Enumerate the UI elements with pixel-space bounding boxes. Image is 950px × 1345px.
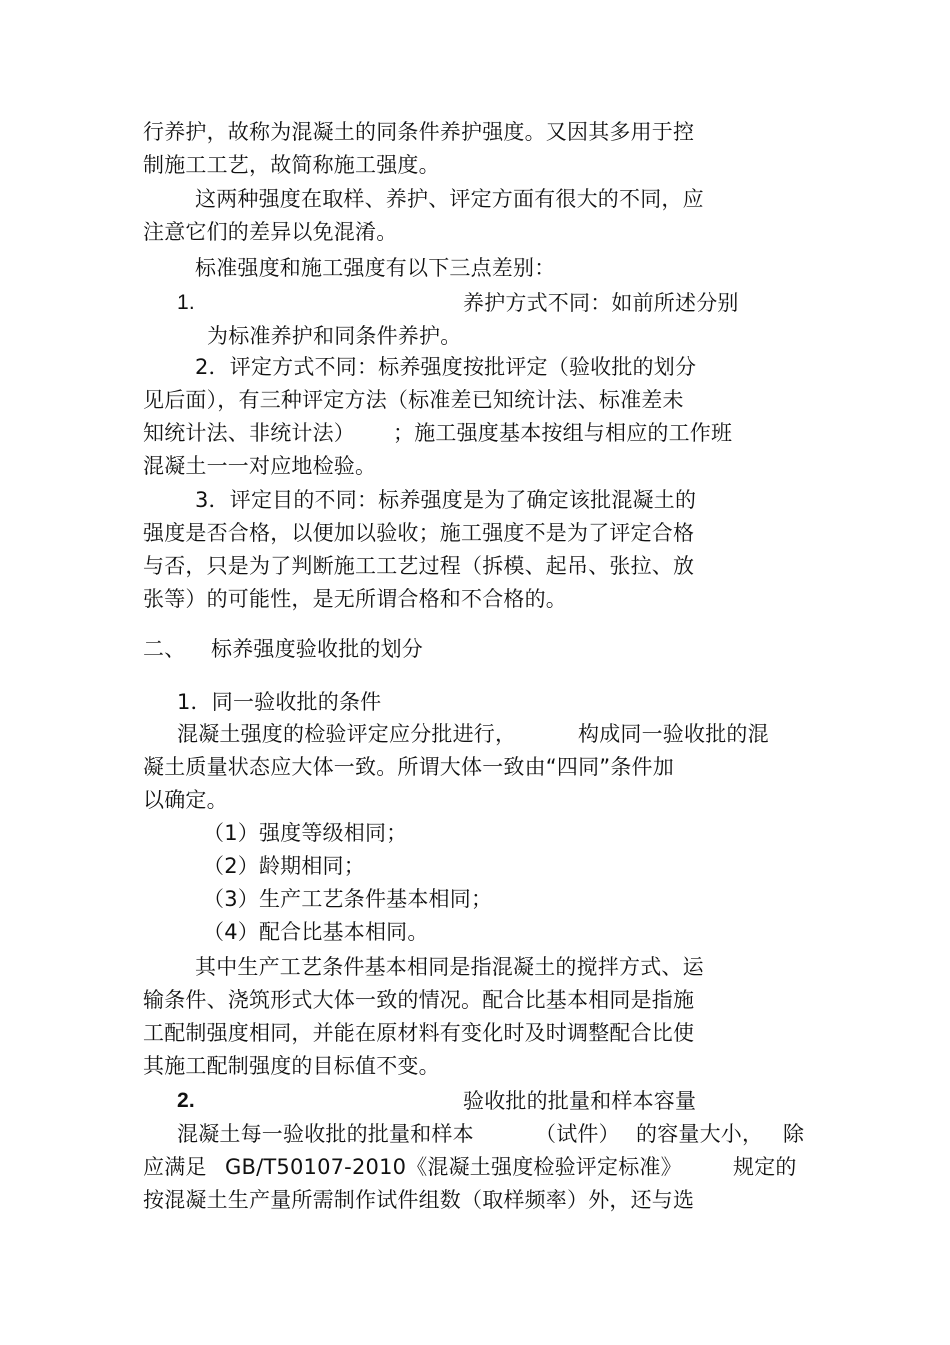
list-item: （2）龄期相同； <box>203 854 365 878</box>
text-line: 为标准养护和同条件养护。 <box>207 324 462 348</box>
list-item: （1）强度等级相同； <box>203 821 408 845</box>
text-line: 混凝土每一验收批的批量和样本 <box>177 1122 474 1146</box>
text-line: 混凝土强度的检验评定应分批进行， <box>177 722 517 746</box>
text-line: 与否，只是为了判断施工工艺过程（拆模、起吊、张拉、放 <box>143 554 695 578</box>
list-item: （4）配合比基本相同。 <box>203 920 429 944</box>
text-line: 2．评定方式不同：标养强度按批评定（验收批的划分 <box>195 355 697 379</box>
text-line: 混凝土一一对应地检验。 <box>143 454 377 478</box>
text-line: 的容量大小， <box>636 1122 764 1146</box>
text-line: ；施工强度基本按组与相应的工作班 <box>393 421 733 445</box>
section-number: 二、 <box>143 637 186 661</box>
text-line: 构成同一验收批的混 <box>578 722 769 746</box>
text-line: 见后面），有三种评定方法（标准差已知统计法、标准差未 <box>143 388 684 412</box>
list-number: 2. <box>177 1089 195 1112</box>
list-item: （3）生产工艺条件基本相同； <box>203 887 493 911</box>
section-heading: 标养强度验收批的划分 <box>211 637 423 661</box>
text-line: 3．评定目的不同：标养强度是为了确定该批混凝土的 <box>195 488 697 512</box>
text-line: 应满足 <box>143 1155 207 1179</box>
text-line: 这两种强度在取样、养护、评定方面有很大的不同，应 <box>195 187 704 211</box>
text-line: 标准强度和施工强度有以下三点差别： <box>195 256 556 280</box>
subsection-heading: 1．同一验收批的条件 <box>177 690 382 714</box>
text-line: 注意它们的差异以免混淆。 <box>143 220 398 244</box>
list-number: 1. <box>177 291 195 314</box>
text-line: 除 <box>783 1122 805 1146</box>
text-line: 工配制强度相同，并能在原材料有变化时及时调整配合比使 <box>143 1021 695 1045</box>
text-line: 按混凝土生产量所需制作试件组数（取样频率）外，还与选 <box>143 1188 695 1212</box>
text-line: （试件） <box>535 1122 620 1146</box>
text-line: 养护方式不同：如前所述分别 <box>463 291 739 315</box>
text-line: 制施工工艺，故简称施工强度。 <box>143 153 440 177</box>
text-line: 凝土质量状态应大体一致。所谓大体一致由“四同”条件加 <box>143 755 674 779</box>
text-line: 知统计法、非统计法） <box>143 421 355 445</box>
text-line: 其中生产工艺条件基本相同是指混凝土的搅拌方式、运 <box>195 955 704 979</box>
text-line: 行养护，故称为混凝土的同条件养护强度。又因其多用于控 <box>143 120 695 144</box>
text-line: 张等）的可能性，是无所谓合格和不合格的。 <box>143 587 567 611</box>
text-line: 以确定。 <box>143 788 228 812</box>
text-line: 规定的 <box>733 1155 797 1179</box>
text-line: 其施工配制强度的目标值不变。 <box>143 1054 440 1078</box>
subsection-heading: 验收批的批量和样本容量 <box>463 1089 697 1113</box>
text-line: 输条件、浇筑形式大体一致的情况。配合比基本相同是指施 <box>143 988 695 1012</box>
text-line: 强度是否合格，以便加以验收；施工强度不是为了评定合格 <box>143 521 695 545</box>
text-line: GB/T50107-2010《混凝土强度检验评定标准》 <box>225 1155 682 1179</box>
